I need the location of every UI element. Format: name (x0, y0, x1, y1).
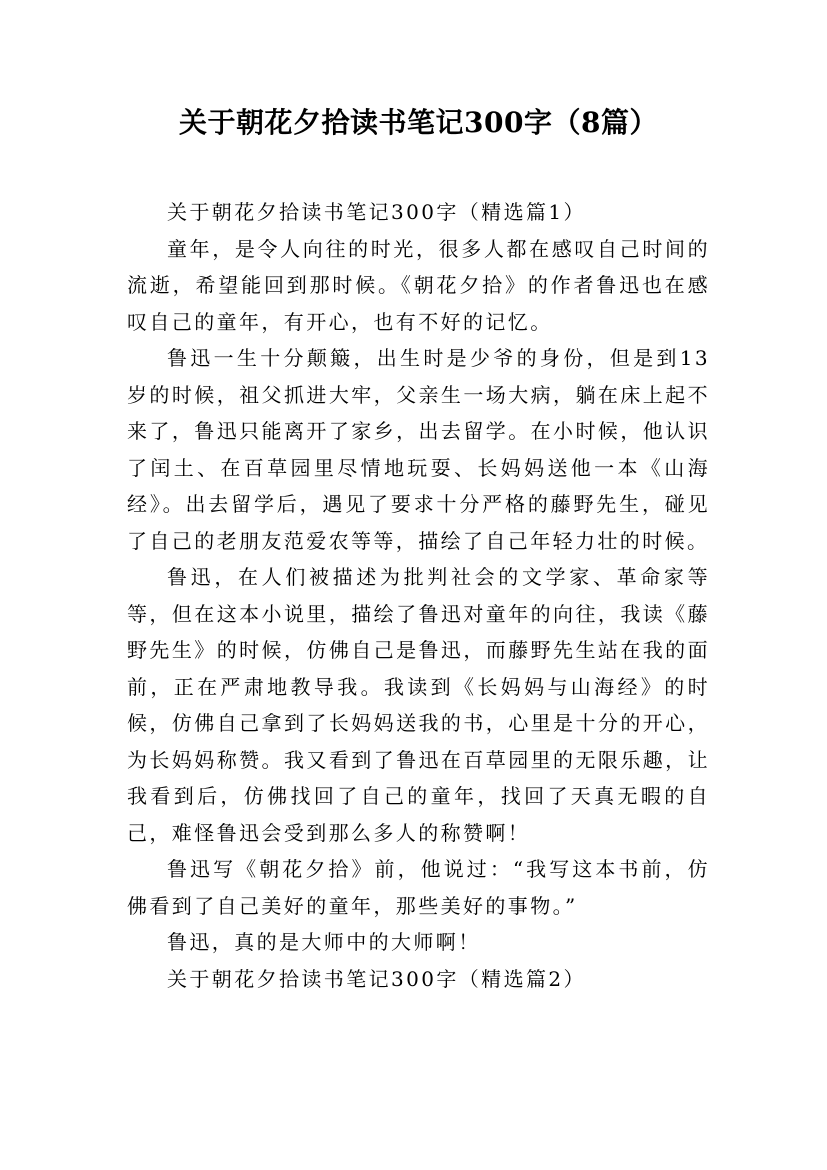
document-body (127, 194, 710, 997)
paragraph: 鲁迅写《朝花夕拾》前，他说过：“我写这本书前，仿佛看到了自己美好的童年，那些美好的事物。” (127, 857, 710, 918)
section-heading-1: 关于朝花夕拾读书笔记300字（精选篇1） (167, 200, 586, 224)
paragraph: 鲁迅，在人们被描述为批判社会的文学家、革命家等等，但在这本小说里，描绘了鲁迅对童年的向往，我读《藤野先生》的时候，仿佛自己是鲁迅，而藤野先生站在我的面前，正在严肃地教导我。我读到《长妈妈与山海经》的时候，仿佛自己拿到了长妈妈送我的书，心里是十分的开心，为长妈妈称赞。我又看到了鲁迅在百草园里的无限乐趣，让我看到后，仿佛找回了自己的童年，找回了天真无暇的自己，难怪鲁迅会受到那么多人的称赞啊！ (127, 565, 710, 845)
paragraph: 鲁迅，真的是大师中的大师啊！ (167, 930, 481, 954)
section-heading-2: 关于朝花夕拾读书笔记300字（精选篇2） (167, 966, 586, 991)
paragraph: 鲁迅一生十分颠簸，出生时是少爷的身份，但是到13岁的时候，祖父抓进大牢，父亲生一场大病，躺在床上起不来了，鲁迅只能离开了家乡，出去留学。在小时候，他认识了闰土、在百草园里尽情地玩耍、长妈妈送他一本《山海经》。出去留学后，遇见了要求十分严格的藤野先生，碰见了自己的老朋友范爱农等等，描绘了自己年轻力壮的时候。 (127, 346, 710, 553)
document-title: 关于朝花夕拾读书笔记300字（8篇） (179, 106, 658, 139)
paragraph: 童年，是令人向往的时光，很多人都在感叹自己时间的流逝，希望能回到那时候。《朝花夕拾》的作者鲁迅也在感叹自己的童年，有开心，也有不好的记忆。 (127, 236, 710, 334)
